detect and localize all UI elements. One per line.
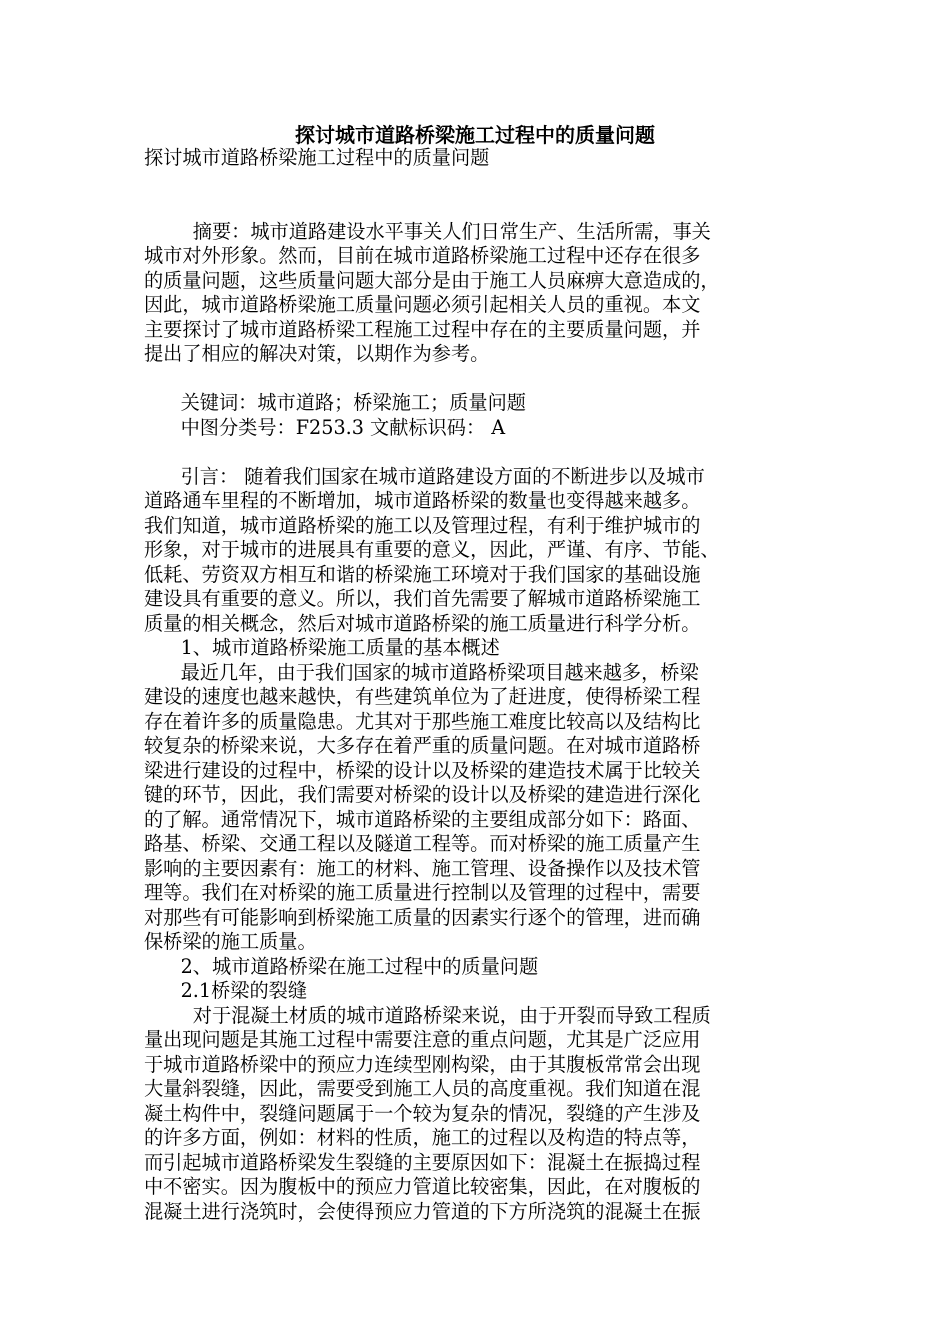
text-line: 混凝土进行浇筑时，会使得预应力管道的下方所浇筑的混凝土在振 <box>144 1199 701 1223</box>
text-line: 因此，城市道路桥梁施工质量问题必须引起相关人员的重视。本文 <box>144 293 701 316</box>
document-title: 探讨城市道路桥梁施工过程中的质量问题 <box>295 123 655 147</box>
text-line: 城市对外形象。然而，目前在城市道路桥梁施工过程中还存在很多 <box>144 244 701 267</box>
text-line: 道路通车里程的不断增加，城市道路桥梁的数量也变得越来越多。 <box>144 489 701 512</box>
text-line: 较复杂的桥梁来说，大多存在着严重的质量问题。在对城市道路桥 <box>144 734 701 757</box>
text-line: 关键词：城市道路；桥梁施工；质量问题 <box>144 391 526 414</box>
text-line: 键的环节，因此，我们需要对桥梁的设计以及桥梁的建造进行深化 <box>144 783 701 806</box>
text-line: 最近几年，由于我们国家的城市道路桥梁项目越来越多，桥梁 <box>144 660 699 684</box>
text-line: 梁进行建设的过程中，桥梁的设计以及桥梁的建造技术属于比较关 <box>144 758 701 782</box>
text-line: 1、城市道路桥梁施工质量的基本概述 <box>144 636 500 659</box>
blank-line <box>144 367 804 392</box>
text-line: 建设具有重要的意义。所以，我们首先需要了解城市道路桥梁施工 <box>144 587 701 610</box>
text-line: 我们知道，城市道路桥梁的施工以及管理过程，有利于维护城市的 <box>144 513 701 537</box>
text-line: 提出了相应的解决对策，以期作为参考。 <box>144 342 490 365</box>
text-line: 引言： 随着我们国家在城市道路建设方面的不断进步以及城市 <box>144 464 705 488</box>
text-line: 质量的相关概念，然后对城市道路桥梁的施工质量进行科学分析。 <box>144 611 701 635</box>
blank-line <box>144 440 804 465</box>
text-line: 建设的速度也越来越快，有些建筑单位为了赶进度，使得桥梁工程 <box>144 685 701 708</box>
blank-line <box>144 171 804 196</box>
text-line: 大量斜裂缝，因此，需要受到施工人员的高度重视。我们知道在混 <box>144 1077 701 1100</box>
text-line: 路基、桥梁、交通工程以及隧道工程等。而对桥梁的施工质量产生 <box>144 832 701 855</box>
text-line: 对于混凝土材质的城市道路桥梁来说，由于开裂而导致工程质 <box>144 1003 711 1027</box>
blank-line <box>144 195 804 220</box>
text-line: 保桥梁的施工质量。 <box>144 930 317 953</box>
text-line: 的了解。通常情况下，城市道路桥梁的主要组成部分如下：路面、 <box>144 807 701 831</box>
text-line: 对那些有可能影响到桥梁施工质量的因素实行逐个的管理，进而确 <box>144 905 701 929</box>
text-line: 凝土构件中，裂缝问题属于一个较为复杂的情况，裂缝的产生涉及 <box>144 1101 701 1125</box>
text-line: 形象，对于城市的进展具有重要的意义，因此，严谨、有序、节能、 <box>144 538 720 561</box>
text-line: 2.1桥梁的裂缝 <box>144 979 308 1002</box>
text-line: 主要探讨了城市道路桥梁工程施工过程中存在的主要质量问题，并 <box>144 317 701 341</box>
text-line: 而引起城市道路桥梁发生裂缝的主要原因如下：混凝土在振捣过程 <box>144 1150 701 1174</box>
text-line: 2、城市道路桥梁在施工过程中的质量问题 <box>144 954 539 978</box>
document-body <box>144 146 804 1224</box>
text-line: 的许多方面，例如：材料的性质，施工的过程以及构造的特点等， <box>144 1126 701 1149</box>
text-line: 摘要：城市道路建设水平事关人们日常生产、生活所需，事关 <box>144 219 711 243</box>
text-line: 影响的主要因素有：施工的材料、施工管理、设备操作以及技术管 <box>144 856 701 880</box>
text-line: 中图分类号：F253.3 文献标识码： A <box>144 415 506 439</box>
text-line: 理等。我们在对桥梁的施工质量进行控制以及管理的过程中，需要 <box>144 881 701 904</box>
text-line: 中不密实。因为腹板中的预应力管道比较密集，因此，在对腹板的 <box>144 1175 701 1198</box>
text-line: 量出现问题是其施工过程中需要注意的重点问题，尤其是广泛应用 <box>144 1028 701 1051</box>
text-line: 的质量问题，这些质量问题大部分是由于施工人员麻痹大意造成的， <box>144 268 720 292</box>
text-line: 低耗、劳资双方相互和谐的桥梁施工环境对于我们国家的基础设施 <box>144 562 701 586</box>
text-line: 于城市道路桥梁中的预应力连续型刚构梁，由于其腹板常常会出现 <box>144 1052 701 1076</box>
text-line: 探讨城市道路桥梁施工过程中的质量问题 <box>144 146 490 169</box>
text-line: 存在着许多的质量隐患。尤其对于那些施工难度比较高以及结构比 <box>144 709 701 733</box>
